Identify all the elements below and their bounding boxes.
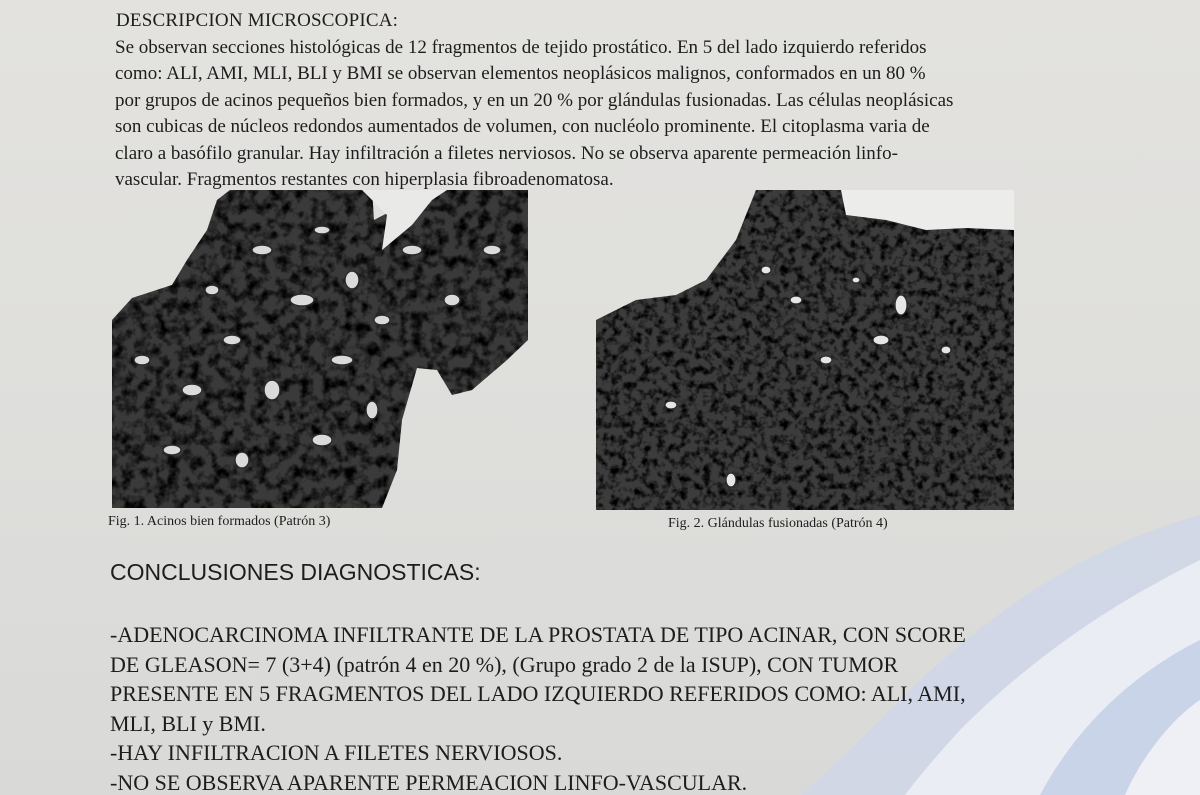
- section-heading-conclusions: CONCLUSIONES DIAGNOSTICAS:: [110, 559, 481, 585]
- conclusion-line: DE GLEASON= 7 (3+4) (patrón 4 en 20 %), (Grupo grado 2 de la ISUP), CON TUMOR: [110, 651, 899, 677]
- description-line: Se observan secciones histológicas de 12 fragmentos de tejido prostático. En 5 del lado izquierdo referidos: [115, 37, 927, 58]
- micrograph-figure-1: [112, 190, 528, 508]
- description-line: como: ALI, AMI, MLI, BLI y BMI se observan elementos neoplásicos malignos, conformados en un 80 %: [115, 63, 926, 85]
- figure-1-caption: Fig. 1. Acinos bien formados (Patrón 3): [108, 514, 331, 529]
- section-heading-microscopic: DESCRIPCION MICROSCOPICA:: [116, 10, 399, 31]
- description-line: claro a basófilo granular. Hay infiltración a filetes nerviosos. No se observa aparente permeación linfo-: [115, 142, 898, 164]
- micrograph-figure-2: [596, 190, 1014, 510]
- description-line: vascular. Fragmentos restantes con hiperplasia fibroadenomatosa.: [115, 169, 614, 191]
- conclusion-line: PRESENTE EN 5 FRAGMENTOS DEL LADO IZQUIERDO REFERIDOS COMO: ALI, AMI,: [110, 681, 966, 706]
- conclusion-line: -NO SE OBSERVA APARENTE PERMEACION LINFO-VASCULAR.: [110, 769, 748, 795]
- conclusion-line: MLI, BLI y BMI.: [110, 710, 266, 736]
- conclusion-line: -HAY INFILTRACION A FILETES NERVIOSOS.: [110, 740, 563, 765]
- description-line: por grupos de acinos pequeños bien formados, y en un 20 % por glándulas fusionadas. Las células neoplásicas: [115, 89, 954, 111]
- conclusion-line: -ADENOCARCINOMA INFILTRANTE DE LA PROSTATA DE TIPO ACINAR, CON SCORE: [110, 622, 966, 647]
- figure-2-caption: Fig. 2. Glándulas fusionadas (Patrón 4): [668, 516, 888, 531]
- microscopic-description: [115, 35, 1055, 193]
- diagnostic-conclusions: [110, 620, 966, 795]
- description-line: son cubicas de núcleos redondos aumentados de volumen, con nucléolo prominente. El citoplasma varia de: [115, 116, 930, 138]
